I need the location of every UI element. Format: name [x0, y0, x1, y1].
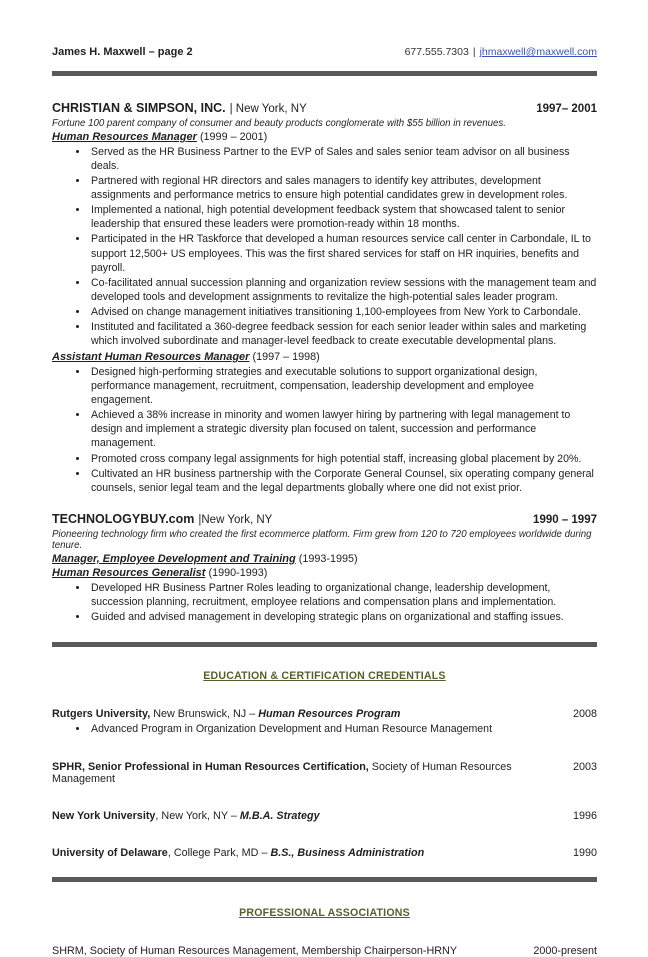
bullet-item: • Advanced Program in Organization Development and Human Resource Management	[89, 722, 597, 736]
company-header-row	[52, 99, 597, 117]
header-separator: |	[472, 46, 476, 58]
section-heading-education	[52, 666, 597, 684]
section-heading-text: PROFESSIONAL ASSOCIATIONS	[239, 907, 410, 920]
education-entry	[52, 708, 597, 720]
education-institution: SPHR, Senior Professional in Human Resources Certification,	[52, 761, 369, 774]
bullet-item: • Developed HR Business Partner Roles leading to organizational change, leadership development, succession planning, recruitment, employee relations and compensation plans and implementation.	[89, 581, 597, 609]
bullet-item: • Implemented a national, high potential development feedback system that showcased talent to senior leadership that ensured these leaders were promotion-ready within 18 months.	[89, 203, 597, 231]
role-bullet-list	[52, 365, 597, 495]
role-dates: (1999 – 2001)	[199, 131, 268, 143]
page-header	[52, 46, 597, 58]
company-dates: 1997– 2001	[536, 103, 597, 115]
association-dates: 2000-present	[533, 945, 597, 957]
education-entry	[52, 810, 597, 822]
section-heading-associations	[52, 903, 597, 921]
education-entry-text	[52, 847, 424, 859]
bullet-item: • Advised on change management initiatives transitioning 1,100-employees from New York to Carbondale.	[89, 305, 597, 319]
education-year: 2003	[572, 761, 597, 774]
company-name: CHRISTIAN & SIMPSON, INC.	[52, 101, 226, 115]
role-title: Assistant Human Resources Manager	[52, 351, 250, 364]
company-description: Pioneering technology firm who created the first ecommerce platform. Firm grew from 120 to 720 employees worldwide during tenure.	[52, 528, 592, 551]
company-description: Fortune 100 parent company of consumer and beauty products conglomerate with $55 billion in revenues.	[52, 118, 506, 129]
bullet-item: • Partnered with regional HR directors and sales managers to identify key attributes, development assignments and performance metrics to ensure high potential candidates grew in development roles.	[89, 174, 597, 202]
education-location: New Brunswick, NJ –	[150, 708, 259, 721]
company-location: | New York, NY	[229, 103, 307, 115]
bullet-item: • Co-facilitated annual succession planning and organization review sessions with the management team and developed tools and development assignments to revitalize the high-potential sales leader program.	[89, 276, 597, 304]
role-title: Manager, Employee Development and Training	[52, 552, 296, 565]
header-phone: 677.555.7303	[404, 46, 469, 58]
education-location: , New York, NY –	[155, 810, 240, 823]
bullet-item: • Guided and advised management in developing strategic plans on organizational and staffing issues.	[89, 610, 597, 624]
bullet-item: • Instituted and facilitated a 360-degree feedback session for each senior leader within sales and marketing which involved subordinate and manager-level feedback to create executable developmental plans.	[89, 320, 597, 348]
education-institution: University of Delaware	[52, 847, 168, 860]
education-institution: Rutgers University,	[52, 708, 151, 721]
education-program: Human Resources Program	[258, 708, 401, 721]
role-dates: (1993-1995)	[298, 552, 358, 565]
bullet-item: • Participated in the HR Taskforce that developed a human resources service call center in Carbondale, IL to support 12,500+ US employees. This was the first shared services for staff on HR inquiries, benefits and payroll.	[89, 232, 597, 274]
role-dates: (1997 – 1998)	[252, 351, 320, 364]
bullet-item: • Designed high-performing strategies and executable solutions to support organizational design, performance management, recruitment, compensation, leadership development and employee engagement.	[89, 365, 597, 407]
experience-entry-christian-simpson	[52, 99, 597, 495]
role-title-line	[52, 567, 597, 579]
association-entry-text: SHRM, Society of Human Resources Management, Membership Chairperson-HRNY	[52, 945, 458, 957]
company-location: |New York, NY	[198, 513, 273, 526]
education-entry-text	[52, 761, 573, 785]
education-year: 2008	[572, 708, 597, 721]
company-name-line	[52, 510, 272, 528]
header-name: James H. Maxwell – page 2	[52, 46, 193, 58]
education-program: B.S., Business Administration	[270, 847, 425, 860]
divider-bar-education	[52, 642, 597, 647]
role-title-line	[52, 553, 597, 565]
bullet-item: • Cultivated an HR business partnership with the Corporate General Counsel, six operating company general counsels, senior legal team and the legal departments globally where one did not exist prior.	[89, 467, 597, 495]
education-entry-text	[52, 810, 320, 822]
education-entry	[52, 847, 597, 859]
experience-entry-technologybuy	[52, 510, 597, 624]
bullet-item: • Served as the HR Business Partner to the EVP of Sales and sales senior team advisor on all business deals.	[89, 145, 597, 173]
header-contact	[405, 46, 597, 58]
role-bullet-list	[52, 581, 597, 624]
role-title: Human Resources Manager	[52, 131, 197, 143]
header-email-link[interactable]: jhmaxwell@maxwell.com	[479, 46, 597, 58]
role-dates: (1990-1993)	[208, 566, 268, 579]
company-header-row	[52, 510, 597, 528]
bullet-item: • Promoted cross company legal assignments for high potential staff, increasing global placement by 20%.	[89, 452, 597, 466]
company-name-line	[52, 99, 307, 117]
section-heading-text: EDUCATION & CERTIFICATION CREDENTIALS	[203, 670, 446, 683]
education-program: M.B.A. Strategy	[239, 810, 320, 823]
bullet-item: • Achieved a 38% increase in minority and women lawyer hiring by partnering with legal management to design and implement a strategic diversity plan focused on talent, succession and performance management.	[89, 408, 597, 450]
divider-bar-top	[52, 71, 597, 76]
education-location: Society of Human Resources Management	[52, 761, 512, 786]
role-title-line	[52, 351, 597, 363]
association-entry	[52, 945, 597, 957]
role-title-line	[52, 131, 597, 143]
role-title: Human Resources Generalist	[52, 566, 206, 579]
company-name: TECHNOLOGYBUY.com	[52, 511, 195, 526]
divider-bar-associations	[52, 877, 597, 882]
education-year: 1996	[572, 810, 597, 823]
education-entry-text	[52, 708, 400, 720]
company-dates: 1990 – 1997	[533, 513, 597, 526]
role-bullet-list	[52, 145, 597, 348]
education-location: , College Park, MD –	[167, 847, 271, 860]
education-year: 1990	[572, 847, 597, 860]
education-institution: New York University	[52, 810, 156, 823]
education-bullet-list	[52, 722, 597, 736]
education-entry	[52, 761, 597, 785]
